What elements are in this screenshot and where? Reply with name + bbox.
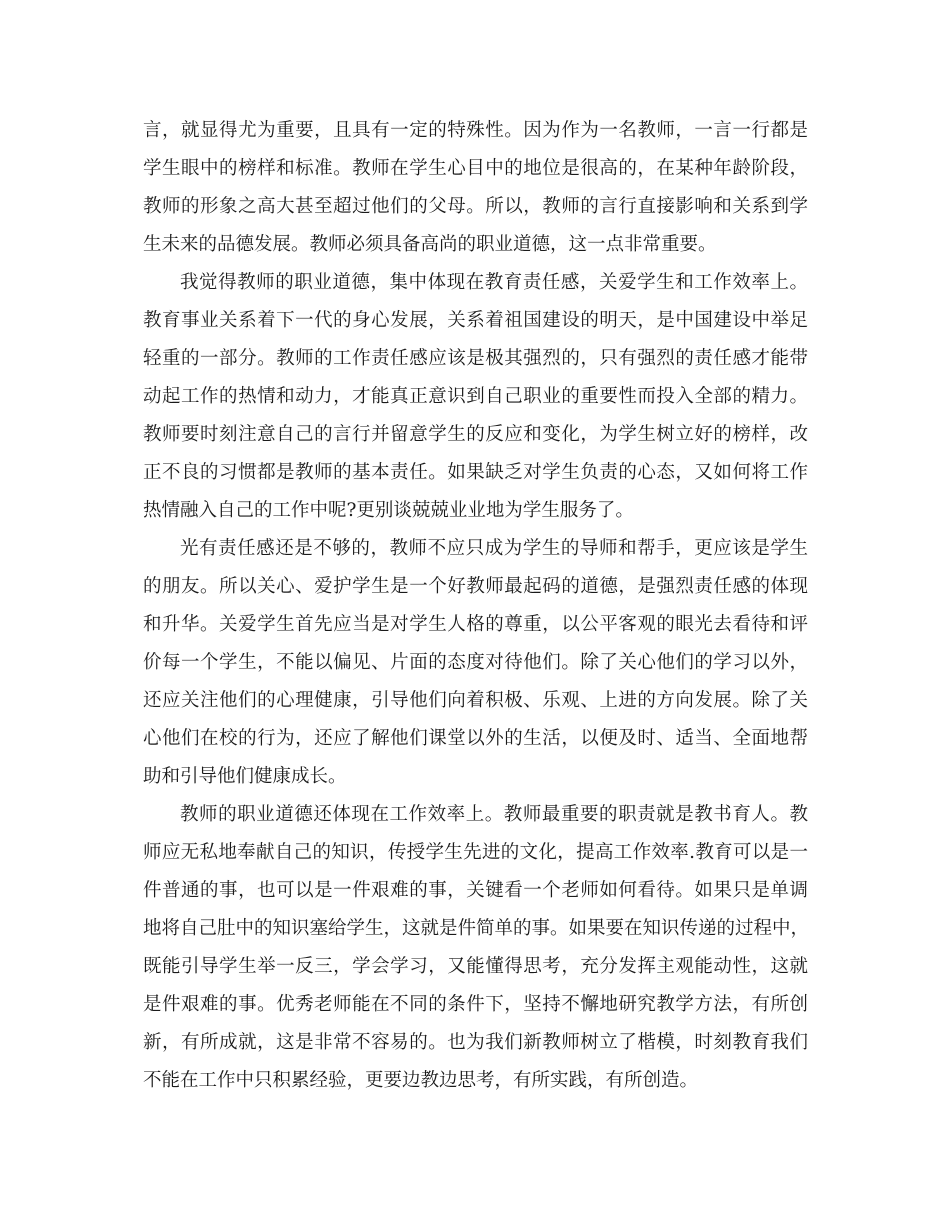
paragraph-line: 教师要时刻注意自己的言行并留意学生的反应和变化，为学生树立好的榜样，改 bbox=[143, 424, 808, 445]
paragraph-line: 教师的职业道德还体现在工作效率上。教师最重要的职责就是教书育人。教 bbox=[180, 804, 808, 825]
paragraph-line: 和升华。关爱学生首先应当是对学生人格的尊重，以公平客观的眼光去看待和评 bbox=[143, 614, 808, 635]
paragraph-line: 光有责任感还是不够的，教师不应只成为学生的导师和帮手，更应该是学生 bbox=[180, 538, 808, 559]
paragraph-line: 的朋友。所以关心、爱护学生是一个好教师最起码的道德，是强烈责任感的体现 bbox=[143, 576, 808, 597]
paragraph-line: 我觉得教师的职业道德，集中体现在教育责任感，关爱学生和工作效率上。 bbox=[180, 272, 808, 293]
paragraph bbox=[143, 264, 808, 530]
paragraph-line: 新，有所成就，这是非常不容易的。也为我们新教师树立了楷模，时刻教育我们 bbox=[143, 1032, 808, 1053]
paragraph-line: 还应关注他们的心理健康，引导他们向着积极、乐观、上进的方向发展。除了关 bbox=[143, 690, 808, 711]
paragraph-line: 动起工作的热情和动力，才能真正意识到自己职业的重要性而投入全部的精力。 bbox=[143, 386, 808, 407]
document-body bbox=[143, 112, 808, 1100]
paragraph-line: 既能引导学生举一反三，学会学习，又能懂得思考，充分发挥主观能动性，这就 bbox=[143, 956, 808, 977]
paragraph-line: 言，就显得尤为重要，且具有一定的特殊性。因为作为一名教师，一言一行都是 bbox=[143, 120, 808, 141]
paragraph-line: 热情融入自己的工作中呢?更别谈兢兢业业地为学生服务了。 bbox=[143, 500, 634, 521]
paragraph-line: 价每一个学生，不能以偏见、片面的态度对待他们。除了关心他们的学习以外， bbox=[143, 652, 808, 673]
paragraph-line: 正不良的习惯都是教师的基本责任。如果缺乏对学生负责的心态，又如何将工作 bbox=[143, 462, 808, 483]
paragraph-line: 心他们在校的行为，还应了解他们课堂以外的生活，以便及时、适当、全面地帮 bbox=[143, 728, 808, 749]
paragraph-line: 助和引导他们健康成长。 bbox=[143, 766, 347, 787]
paragraph-line: 学生眼中的榜样和标准。教师在学生心目中的地位是很高的，在某种年龄阶段， bbox=[143, 158, 808, 179]
paragraph-line: 件普通的事，也可以是一件艰难的事，关键看一个老师如何看待。如果只是单调 bbox=[143, 880, 808, 901]
paragraph bbox=[143, 112, 808, 264]
paragraph-line: 地将自己肚中的知识塞给学生，这就是件简单的事。如果要在知识传递的过程中， bbox=[143, 918, 810, 939]
paragraph bbox=[143, 530, 808, 796]
paragraph-line: 是件艰难的事。优秀老师能在不同的条件下，坚持不懈地研究教学方法，有所创 bbox=[143, 994, 808, 1015]
paragraph-line: 师应无私地奉献自己的知识，传授学生先进的文化，提高工作效率.教育可以是一 bbox=[143, 842, 808, 863]
paragraph-line: 轻重的一部分。教师的工作责任感应该是极其强烈的，只有强烈的责任感才能带 bbox=[143, 348, 808, 369]
paragraph bbox=[143, 796, 808, 1100]
paragraph-line: 生未来的品德发展。教师必须具备高尚的职业道德，这一点非常重要。 bbox=[143, 234, 717, 255]
paragraph-line: 教师的形象之高大甚至超过他们的父母。所以，教师的言行直接影响和关系到学 bbox=[143, 196, 808, 217]
paragraph-line: 不能在工作中只积累经验，更要边教边思考，有所实践，有所创造。 bbox=[143, 1070, 699, 1091]
paragraph-line: 教育事业关系着下一代的身心发展，关系着祖国建设的明天，是中国建设中举足 bbox=[143, 310, 808, 331]
